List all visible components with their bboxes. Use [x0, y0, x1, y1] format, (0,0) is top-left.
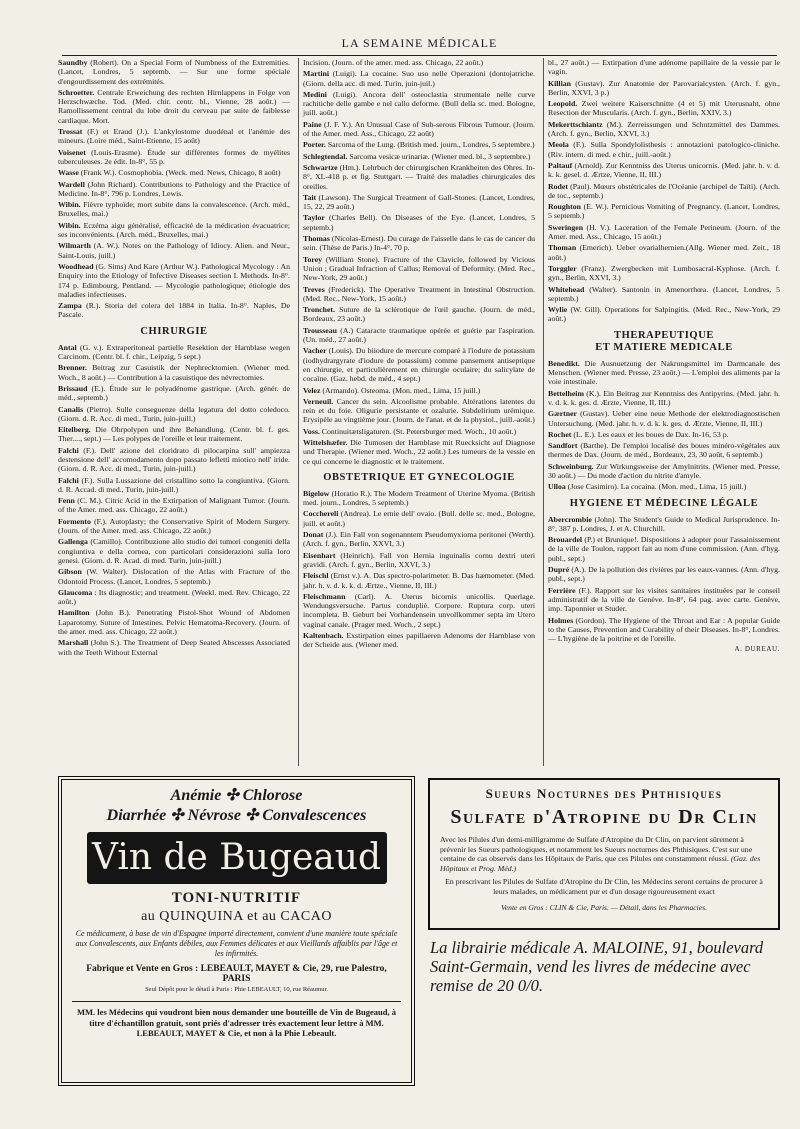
entry-author: Mekerttschiantz: [548, 119, 603, 129]
entry-author: Glaucoma: [58, 587, 93, 597]
entry-author: Trousseau: [303, 325, 337, 335]
bibliography-entry: [548, 565, 780, 584]
bibliography-entry: [548, 535, 780, 563]
entry-text: (Camillo). Contribuzione allo studio dei tumori congeniti della congiuntiva e della cornea, con particolari considerazioni sulla loro genesi. (Giorn. d. R. Acad. di med. Turin, juin-juill.): [58, 537, 290, 565]
entry-text: (Ernst v.). A. Das spectro-polarimeter. B. Das hæmometer. (Med. jahr. h. v. d. k. k. d. Ærtze., Vienne, II, III.): [303, 571, 535, 590]
entry-text: (F.). Sulla Spondylolisthesis : annotazioni patologico-cliniche. (Riv. intern. di med. e chir., juill.-août.): [548, 140, 780, 159]
bibliography-entry: [303, 163, 535, 191]
entry-author: Tronchet.: [303, 305, 335, 315]
entry-author: Benedikt.: [548, 358, 580, 368]
entry-author: Thomas: [303, 234, 330, 244]
column-2: [298, 58, 535, 766]
entry-text: (Luigi). La cocaine. Suo uso nelle Operazioni (dontojatriche. (Giorn. della acc. di med. Turin, juin-juil.): [303, 69, 535, 88]
journal-title: LA SEMAINE MÉDICALE: [341, 36, 498, 50]
bibliography-entry: [303, 152, 535, 161]
section-heading-hygiene: HYGIENE ET MÉDECINE LÉGALE: [569, 497, 759, 509]
bibliography-entry: [58, 537, 290, 565]
entry-author: Vacher: [303, 346, 327, 356]
bibliography-entry: [303, 326, 535, 345]
entry-text: (E.). Étude sur le polyadénome gastrique. (Arch. génér. de méd., septemb.): [58, 383, 290, 403]
entry-text: Die Tumosen der Harnblase mit Ruecksicht auf Diagnose und Therapie. (Wiener med. Woch., 22 août.) Les tumeurs de la vessie en ce qui concerne le diagnostic et le traitement.: [303, 437, 535, 466]
bibliography-entry: [303, 489, 535, 508]
bibliography-entry: [58, 425, 290, 444]
entry-text: (Luigi). Ancora dell' osteoclastia strumentale nelle curve rachitiche delle gambe e nel callo deforme. (Bull della sc. med. Bologne, juill. août.): [303, 89, 535, 118]
entry-author: Tait: [303, 192, 317, 202]
entry-text: (L. E.). Les eaux et les boues de Dax. In-16, 53 p.: [573, 429, 729, 439]
entry-author: Wasse: [58, 168, 79, 178]
bibliography-entry: [548, 482, 780, 491]
entry-text: Sarcoma vesicæ urinariæ. (Wiener med. bl., 3 septembre.): [349, 151, 531, 161]
entry-text: (F.). Dell' azione del cloridrato di pilocarpina sull' ampiezza destensione dell' accomodamento dopo passato lefletti miotico nell' iride. (Giorn. d. R. Acc. di med., Turin, juin-juill.): [58, 445, 290, 474]
entry-author: Wittelshæfer.: [303, 437, 348, 447]
ad-source: (Gaz. des Hôpitaux et Prog. Méd.): [440, 854, 761, 873]
entry-text: (John). The Student's Guide to Medical Jurisprudence. In-8°, 387 p. Londres, J. et A. Churchill.: [548, 514, 780, 533]
entry-text: (F.). Autoplasty; the Conservative Spirit of Modern Surgery. (Journ. of the Amer. med. ass. Chicago, 22 août.): [58, 516, 290, 536]
entry-author: Marshall: [58, 638, 89, 648]
bibliography-entry: [58, 168, 290, 177]
entry-author: Voisenet: [58, 147, 86, 157]
bibliography-entry: [58, 476, 290, 495]
entry-text: (Gordon). The Hygiene of the Throat and Ear : A popular Guide to the Causes, Prevention and Curability of their Diseases. In-8°, Londres. — L'hygiène de la poitrine et de l'oreille.: [548, 615, 780, 644]
entry-author: Wardell: [58, 179, 85, 189]
bibliography-entry: [58, 301, 290, 320]
entry-text: (A. W.). Notes on the Pathology of Idiocy. Alien. and Neur., Saint-Louis, juill.): [58, 241, 290, 260]
bibliography-entry: [303, 397, 535, 425]
bibliography-entry: [58, 446, 290, 474]
entry-author: Leopold.: [548, 99, 578, 109]
entry-text: (F.). Rapport sur les visites sanitaires instituées par le conseil administratif de la ville de Genève. In-8°, 64 pag. avec carte. Genève, imp. Taponnier et Studer.: [548, 585, 780, 614]
bibliography-entry: [303, 305, 535, 324]
bibliography-entry: [303, 234, 535, 253]
bibliography-entry: [548, 161, 780, 180]
bibliography-entry: [548, 359, 780, 387]
entry-text: (Armando). Osteoma. (Mon. med., Lima, 15 juill.): [322, 385, 481, 395]
ad-tagline-2: Diarrhée ✣ Névrose ✣ Convalescences: [106, 807, 367, 824]
entry-text: Die Ausnuetzung der Nakrungsmittel im Darmcanale des Menschen. (Wiener med. Presse, 23 août.) — L'emploi des aliments par la voie intestinale.: [548, 358, 780, 387]
ad-body-text: Avec les Pilules d'un demi-milligramme de Sulfate d'Atropine du Dr Clin, on parvient sûrement à prévenir les Sueurs pathologiques, et notamment les Sueurs nocturnes des Phthisiques. C'est sur une centaine de cas observés dans les Hôpitaux de Paris, que ces Pilules ont constamment réussi.: [440, 835, 753, 864]
entry-text: Eczéma aigu généralisé, efficacité de la médication évacuatrice; ses inconvénients. (Arch. méd., Bruxelles, mai.): [58, 220, 290, 240]
entry-author: Eisenhart: [303, 550, 336, 560]
bibliography-entry: [303, 255, 535, 283]
entry-text: (A.) Cataracte traumatique opérée et guérie par l'aspiration. (Un. méd., 27 août.): [303, 325, 535, 345]
bibliography-entry: [548, 243, 780, 262]
entry-author: Trossat: [58, 127, 83, 137]
entry-text: (Paul). Mœurs obstétricales de l'Océanie (archipel de Taïti). (Arch. de toc., septemb.): [548, 181, 780, 200]
entry-text: (Arnold). Zur Kenntniss des Uterus unicornis. (Med. jahr. h. v. d. k. k. gesel. d. Ærtze, Vienne, II, III.): [548, 160, 780, 180]
bibliography-entry: [548, 223, 780, 242]
entry-text: (Hm.). Lehrbuch der chirurgischen Krankheiten des Ohres. In-8°, XL-418 p. et fig. Stuttgart. — Traité des maladies chirurgicales des oreilles.: [303, 162, 535, 191]
entry-author: Woodhead: [58, 261, 94, 271]
bibliography-entry: [58, 148, 290, 167]
brand-name: Vin de Bugeaud: [87, 832, 387, 884]
entry-author: Bettelheim: [548, 388, 584, 398]
entry-text: (P.) et Brunique!. Dispositions à adopter pour l'assainissement de la ville de Toulon, rapport fait au nom d'une commission. (Ann. d'hyg. publ., sept.): [548, 535, 780, 563]
entry-author: Dupré: [548, 565, 570, 575]
entry-text: (Nicolas-Ernest). Du curage de l'aisselle dans le cas de cancer du sein. (Thèse de Paris.) In-4°, 70 p.: [303, 234, 535, 253]
bibliography-entry: [303, 90, 535, 118]
entry-author: Killian: [548, 78, 571, 88]
entry-author: Torey: [303, 254, 323, 264]
entry-author: Fleischl: [303, 571, 329, 581]
entry-text: (M.). Zerreissungen und Schutzmittel des Dammes. (Arch. f. gyn., Berlin, XXVI, 3.): [548, 119, 780, 139]
bibliography-entry: [303, 346, 535, 383]
entry-text: (E. W.). Pernicious Vomiting of Pregnancy. (Lancet, Londres, 5 septemb.): [548, 202, 780, 221]
bibliography-entry: [303, 386, 535, 395]
entry-author: Gærtner: [548, 409, 578, 419]
entry-author: Treves: [303, 284, 325, 294]
bibliography-entry: [303, 120, 535, 139]
ad-footer-note: MM. les Médecins qui voudront bien nous demander une bouteille de Vin de Bugeaud, à titre d'échantillon gratuit, sont priés d'adresser très exactement leur lettre à MM. LEBEAULT, MAYET & Cie, et non à la Phie Lebeault.: [72, 1001, 401, 1039]
bibliography-entry: [548, 305, 780, 324]
entry-text: (Gustav). Zur Anatomie der Parovarialcysten. (Arch. f. gyn., Berlin, XXVI, 3 p.): [548, 78, 780, 97]
entry-text: (G. v.). Extraperitoneal partielle Resektion der Harnblase wegen Carcinom. (Centr. bl. f. chir., Leipzig, 5 sept.): [58, 342, 290, 362]
entry-text: (Charles Bell). On Diseases of the Eye. (Lancet, Londres, 5 septemb.): [303, 213, 535, 232]
entry-text: (H. V.). Laceration of the Female Perineum. (Journ. of the Amer. med. Ass., Chicago, 15 août.): [548, 222, 780, 242]
column-3: [543, 58, 780, 766]
entry-text: Sarcoma of the Lung. (British med. journ., Londres, 5 septembre.): [327, 140, 535, 150]
entry-text: Cancer du sein. Alcoolisme probable. Altérations latentes du rein et du foie. Oligurie persistante et ozalurie. Subdelirium urémique. Erysipèle au vingtième jour. (Journ. de l'anat. et de la physiol., juill.-août.): [303, 396, 535, 425]
entry-text: (William Stone). Fracture of the Clavicle, followed by Vicious Union ; Gradual Infraction of Callus; Removal of Deformity. (Med. Rec., New-York, 29 août.): [303, 254, 535, 283]
entry-text: (Heinrich). Fall von Hernia inguinalis cornu dextri uteri gravidi. (Arch. f. gyn., Berlin, XXVI, 3.): [303, 550, 535, 569]
entry-author: Abercrombie: [548, 514, 592, 524]
bibliography-entry: [58, 496, 290, 515]
entries-list: [548, 58, 780, 324]
entry-author: Fleischmann: [303, 591, 346, 601]
bibliography-entry: [303, 285, 535, 304]
entry-author: Brenner.: [58, 363, 87, 373]
bibliography-entry: [303, 551, 535, 570]
entry-text: Die Ohrpolypen und ihre Behandlung. (Centr. bl. f. ges. Ther...., sept.) — Les polypes de l'oreille et leur traitement.: [58, 425, 290, 444]
entry-author: Ferrière: [548, 585, 576, 595]
entry-text: (Robert). On a Special Form of Numbness of the Extremities. (Lancet, Londres, 5 septemb. — Sur une forme spéciale d'engourdissement des extrémités.: [58, 58, 290, 86]
bibliography-entry: [58, 517, 290, 536]
bibliography-entry: [58, 343, 290, 362]
entry-text: (Emerich). Ueber ovarialhernien.(Allg. Wiener med. Zeit., 18 août.): [548, 243, 780, 262]
entry-author: Wilmarth: [58, 241, 91, 251]
entry-author: Schwartze: [303, 162, 338, 172]
entry-author: Schroetter.: [58, 87, 95, 97]
entry-text: (W. Gill). Operations for Salpingitis. (Med. Rec., New-York, 29 août.): [548, 305, 780, 324]
bibliography-entry: [548, 120, 780, 139]
entry-text: (G. Sims) And Kare (Arthur W.). Pathological Mycology : An Enquiry into the Etiology of Infective Diseases section I. Methods. In-8°. 174 p. Edimbourg, Pentland. — Mycologie pathologique; étiologie des maladies infectieuses.: [58, 261, 290, 299]
bibliography-entry: [58, 200, 290, 219]
bibliography-entry: [58, 588, 290, 607]
entry-text: (Frank W.). Cosmophobia. (Weck. med. News, Chicago, 8 août): [80, 168, 281, 178]
bibliography-entry: [58, 567, 290, 586]
bibliography-entry: [548, 182, 780, 201]
entry-text: Suture de la sclérotique de l'œil gauche. (Journ. de méd., Bordeaux, 23 août.): [303, 305, 535, 324]
entry-author: Martini: [303, 69, 329, 79]
entry-text: (A.). De la pollution des rivières par les eaux-vannes. (Ann. d'hyg. publ., sept.): [548, 565, 780, 584]
entry-author: Verneuil.: [303, 396, 334, 406]
entry-text: (John Richard). Contributions to Pathology and the Practice of Medicine. In-8°, 796 p. Londres, Lewis.: [58, 179, 290, 198]
entry-author: Bigelow: [303, 488, 330, 498]
entry-author: Eitelberg.: [58, 425, 91, 435]
entry-author: Rochet: [548, 429, 572, 439]
entry-text: (Walter). Santonin in Amenorrhœa. (Lancet, Londres, 5 septemb.): [548, 284, 780, 303]
bibliography-columns: [58, 58, 780, 766]
bibliography-entry: [58, 262, 290, 299]
entry-author: Sandfort: [548, 441, 578, 451]
entry-author: Medini: [303, 89, 327, 99]
entry-author: Holmes: [548, 615, 574, 625]
entry-author: Thoman: [548, 243, 577, 253]
entries-list: [58, 343, 290, 657]
entry-author: Gibson: [58, 567, 82, 577]
ad-manufacturer: Fabrique et Vente en Gros : LEBEAULT, MAYET & Cie, 29, rue Palestro, PARIS: [86, 964, 387, 984]
entry-text: (K.). Ein Beitrag zur Kenntniss des Antipyrins. (Med. jahr. h. v. d. k. k. ges. d. Ærzte, Vienne, II, III.): [548, 388, 780, 407]
bibliography-entry: [548, 285, 780, 304]
ad-body: [440, 835, 768, 873]
bibliography-entry: [58, 127, 290, 146]
bibliography-entry: [58, 608, 290, 636]
ad-product-name: Sulfate d'Atropine du Dr Clin: [450, 806, 758, 828]
entry-author: Falchi: [58, 445, 79, 455]
section-heading-obstetrique: OBSTETRIQUE ET GYNECOLOGIE: [323, 471, 515, 483]
bibliography-entry: [303, 58, 535, 67]
entry-text: bl., 27 août.) — Extirpation d'une adénome papillaire de la vessie par le vagin.: [548, 58, 780, 77]
bibliography-entry: [58, 241, 290, 260]
entry-text: (F.). Sulla Lussazione del cristallino sotto la congiuntiva. (Giorn. d. R. Accad. di med., Turin, juin-juill.): [58, 475, 290, 494]
entry-author: Wibin.: [58, 220, 81, 230]
entry-author: Porter.: [303, 140, 326, 150]
entry-author: Wibin.: [58, 200, 81, 210]
entry-author: Zampa: [58, 301, 82, 311]
entry-author: Taylor: [303, 213, 325, 223]
entry-text: Zwei weitere Kaiserschnitte (4 et 5) mit Uterusnaht, ohne Resection der Muscularis. (Arch. f. gyn., Berlin, XXIV, 3.): [548, 99, 780, 118]
entry-author: Saundby: [58, 58, 88, 67]
entry-author: Canalis: [58, 404, 84, 414]
entry-text: (Barthe). De l'emploi localisé des boues minéro-végétales aux thermes de Dax. (Journ. de méd., Bordeaux, 23, 30 août, 6 septemb.): [548, 441, 780, 460]
entry-text: (Frederick). The Operative Treatment in Intestinal Obstruction. (Med. Rec., New-York, 15 août.): [303, 284, 535, 303]
entry-author: Hamilton: [58, 608, 90, 618]
entry-author: Rodet: [548, 181, 568, 191]
entry-text: (Gustav). Ueber eine neue Methode der elektrodiagnostischen Untersuchung. (Med. jahr. h. v. d. k. k. ges. d. Ærzte, Vienne, II, III.): [548, 409, 780, 428]
entry-text: (J.). Ein Fall von sogenanntem Pseudomyxioma peritonei (Werth). (Arch. f. gyn., Berlin, XXVI, 3.): [303, 530, 535, 549]
entry-text: (Carl). A. Uterus bicornis unicollis. Querlage. Wendungsversuche. Partus condupliè. Corpore. Ruptura corp. uteri incompleta. B. Geburt bei Vorhandensein unvollkommer septa im Utero vaginal canale. (Prager med. Woch., 2 sept.): [303, 591, 535, 629]
entries-list: [58, 58, 290, 320]
entry-text: (John B.). Penetrating Pistol-Shot Wound of Abdomen Laparotomy. Suture of Intestines. Pelvic Hematoma-Recovery. (Journ. of the amer. med. ass. Chicago, 22 août.): [58, 608, 290, 637]
entry-author: Meola: [548, 140, 569, 150]
maloine-notice: La librairie médicale A. MALOINE, 91, boulevard Saint-Germain, vend les livres de médecine avec remise de 20 0/0.: [430, 938, 764, 995]
entry-author: Torggler: [548, 263, 577, 273]
section-heading-therapeutique: THERAPEUTIQUE ET MATIERE MEDICALE: [595, 329, 733, 353]
entry-text: Beitrag zur Casuistik der Nephrecktomien. (Wiener med. Woch., 8 août.) — Contribution à la casuistique des névrectomies.: [58, 363, 290, 382]
entry-text: Continuitætsligaturen. (St. Petersburger med. Woch., 10 août.): [321, 426, 517, 436]
bibliography-entry: [303, 438, 535, 466]
bibliography-entry: [303, 631, 535, 650]
entry-author: Falchi: [58, 475, 79, 485]
entry-author: Cocchereli: [303, 509, 339, 519]
bibliography-entry: [548, 99, 780, 118]
entry-text: (Lawson). The Surgical Treatment of Gall-Stones. (Lancet, Londres, 15, 22, 29 août.): [303, 192, 535, 212]
entry-text: (Jose Casimiro). La cocaina. (Mon. med., Lima, 15 juill.): [567, 482, 747, 492]
ad-depot: Seul Dépôt pour le détail à Paris : Phie LEBEAULT, 10, rue Réaumur.: [145, 986, 328, 993]
ad-headline: Sueurs Nocturnes des Phthisiques: [485, 786, 723, 801]
entry-author: Paine: [303, 119, 322, 129]
author-signature: A. DUREAU.: [734, 645, 780, 654]
page-header: [62, 36, 777, 56]
entry-author: Kaltenbach.: [303, 631, 344, 641]
entry-author: Gallenga: [58, 537, 88, 547]
entry-text: (Louis-Erasme). Étude sur différentes formes de myélites tuberculeuses. 2e édit. In-8°, 55 p.: [58, 147, 290, 166]
bibliography-entry: [548, 264, 780, 283]
ad-tagline-1: Anémie ✣ Chlorose: [170, 787, 303, 804]
bibliography-entry: [548, 409, 780, 428]
bibliography-entry: [58, 58, 290, 86]
entry-author: Schlegtendal.: [303, 151, 348, 161]
entry-author: Paltauf: [548, 160, 573, 170]
bibliography-entry: [58, 405, 290, 424]
entry-author: Formento: [58, 516, 91, 526]
entry-author: Whitehead: [548, 284, 585, 294]
entry-text: (Pietro). Sulle conseguenze della legatura del dotto coledoco. (Giorn. d. R. Acc. di med., Turin, juin-juill.): [58, 404, 290, 423]
bibliography-entry: [58, 638, 290, 657]
bibliography-entry: [303, 140, 535, 149]
entries-list: [303, 58, 535, 466]
entry-text: Centrale Erweichung des rechten Hirnlappens in Folge von Herzschwæche. Tod. (Med. chir. centr. bl., Vienne, 28 août.) — Ramollissement central du lobe droit du cerveau par suite de faiblesse cardiaque. Mort.: [58, 87, 290, 125]
entry-author: Sweringen: [548, 222, 584, 232]
entry-text: (Horatio R.). The Modern Treatment of Uterine Myoma. (British med. journ., Londres, 5 septemb.): [303, 488, 535, 508]
bibliography-entry: [303, 69, 535, 88]
bibliography-entry: [548, 389, 780, 408]
entries-list: [548, 515, 780, 644]
section-heading-chirurgie: CHIRURGIE: [140, 325, 208, 337]
entry-author: Ulloa: [548, 482, 566, 492]
entry-text: (John S.). The Treatment of Deep Seated Abscesses Associated with the Teeth Without External: [58, 638, 290, 657]
bibliography-entry: [548, 462, 780, 481]
bibliography-entry: [303, 213, 535, 232]
bibliography-entry: [303, 427, 535, 436]
bibliography-entry: [58, 363, 290, 382]
ad-ingredients: au QUINQUINA et au CACAO: [141, 909, 332, 924]
entry-text: (F.) et Eraud (J.). L'ankylostome duodénal et l'anémie des mineurs. (Loire méd., Saint-Etienne, 15 août): [58, 127, 290, 146]
entry-text: (W. Walter). Dislocation of the Atlas with Fracture of the Odontoid Process. (Lancet, Londres, 5 septemb.): [58, 567, 290, 586]
entries-list: [548, 359, 780, 492]
bibliography-entry: [303, 193, 535, 212]
entry-text: Zur Wirkungsweise der Amylnitrits. (Wiener med. Presse, 30 août.) — Du mode d'action du nitrite d'amyle.: [548, 461, 780, 480]
entry-text: (Franz). Zwergbecken mit Lumbosacral-Kyphose. (Arch. f. gyn., Berlin, XXVI, 3.): [548, 263, 780, 283]
entry-text: (Louis). Du biiodure de mercure comparé à l'iodure de potassium (iodhydrargyrate d'iodure de potassium) comme pansement antiseptique en chirurgie, et particulièrement en chirurgie oculaire; du salicylate de cocaïne. (Gaz. hebd. de méd., 4 sept.): [303, 346, 535, 384]
entry-text: (Andrea). Le ernie dell' ovaio. (Bull. delle sc. med., Bologne, juill. et août.): [303, 509, 535, 528]
ad-subtitle: TONI-NUTRITIF: [171, 890, 302, 906]
entry-author: Velez: [303, 385, 321, 395]
bibliography-entry: [303, 509, 535, 528]
bibliography-entry: [303, 592, 535, 629]
bibliography-entry: [548, 202, 780, 221]
entries-list: [303, 489, 535, 650]
entry-author: Brouardel: [548, 535, 583, 545]
entry-text: : Its diagnostic; and treatment. (Weekl. med. Rev. Chicago, 22 août.): [58, 587, 290, 607]
bibliography-entry: [58, 88, 290, 125]
entry-text: Fièvre typhoïde; mort subite dans la convalescence. (Arch. méd., Bruxelles, mai.): [58, 200, 290, 219]
entry-author: Antal: [58, 342, 77, 352]
bibliography-entry: [548, 58, 780, 77]
bibliography-entry: [303, 530, 535, 549]
bibliography-entry: [548, 140, 780, 159]
entry-author: Brissaud: [58, 383, 88, 393]
bibliography-entry: [548, 616, 780, 644]
bibliography-entry: [548, 441, 780, 460]
entry-author: Schweinburg.: [548, 461, 594, 471]
entry-text: (R.). Storia del colera del 1884 in Italia. In-8°. Naples, De Pascale.: [58, 301, 290, 320]
column-1: [58, 58, 290, 766]
ad-description: Ce médicament, à base de vin d'Espagne importé directement, convient d'une manière toute spéciale aux Convalescents, aux Enfants débiles, aux Femmes délicates et aux Vieillards affaiblis par l'âge et les infirmités.: [75, 929, 398, 958]
entry-text: (J. F. Y.). An Unusual Case of Sub-serous Fibrous Tumour. (Journ. of the Amer. med. Ass., Chicago, 22 août): [303, 119, 535, 139]
bibliography-entry: [548, 79, 780, 98]
entry-author: Fenn: [58, 496, 75, 506]
entry-text: Incision. (Journ. of the amer. med. ass. Chicago, 22 août.): [303, 58, 484, 67]
bibliography-entry: [58, 221, 290, 240]
ad-body-2: En prescrivant les Pilules de Sulfate d'Atropine du Dr Clin, les Médecins seront certains de procurer à leurs malades, un médicament pur et d'un dosage rigoureusement exact: [445, 877, 763, 896]
bibliography-entry: [58, 180, 290, 199]
entry-text: Exstirpation eines papillaeren Adenoms der Harnblase von der Scheide aus. (Wiener med.: [303, 631, 535, 650]
entry-author: Voss.: [303, 426, 320, 436]
atropine-advertisement: [428, 778, 780, 930]
bibliography-entry: [58, 384, 290, 403]
entry-text: (C. M.). Citric Acid in the Extirpation of Malignant Tumor. (Journ. of the Amer. med. ass. Chicago, 22 août.): [58, 496, 290, 515]
ad-sales-info: Vente en Gros : CLIN & Cie, Paris. — Détail, dans les Pharmacies.: [500, 902, 707, 912]
bibliography-entry: [303, 571, 535, 590]
entry-author: Roughton: [548, 202, 581, 212]
bibliography-entry: [548, 586, 780, 614]
entry-author: Donat: [303, 530, 324, 540]
bibliography-entry: [548, 430, 780, 439]
bibliography-entry: [548, 515, 780, 534]
entry-author: Wylie: [548, 305, 568, 315]
vin-de-bugeaud-advertisement: [58, 776, 415, 1086]
